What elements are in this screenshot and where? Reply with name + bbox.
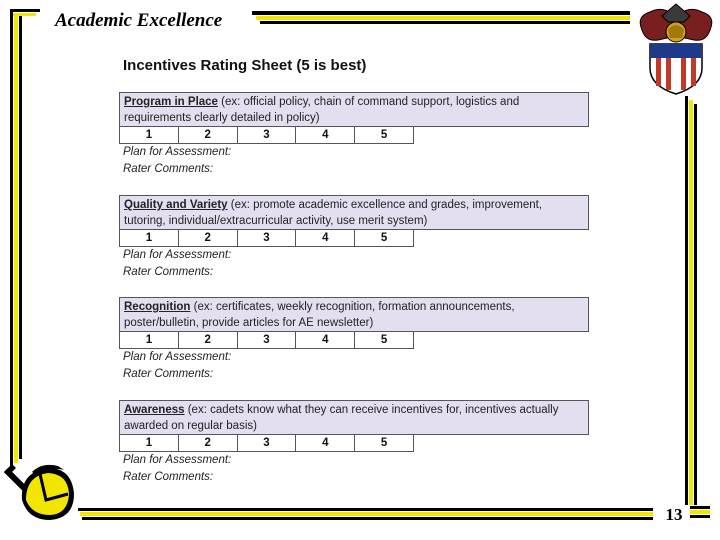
- rating-2[interactable]: 2: [179, 332, 238, 349]
- top-right-bar-black: [252, 11, 630, 15]
- rating-scale: [119, 127, 414, 144]
- section-text-line-2: poster/bulletin, provide articles for AE newsletter): [124, 317, 374, 329]
- section-text-line-2: requirements clearly detailed in policy): [124, 112, 320, 124]
- section-text-line-1: (ex: promote academic excellence and grades, improvement,: [227, 199, 543, 211]
- rating-2[interactable]: 2: [179, 127, 238, 144]
- army-helmet-logo-icon: [2, 460, 78, 524]
- section-label: Recognition: [124, 301, 191, 313]
- section-program-in-place: [119, 92, 589, 178]
- bottom-bar-black: [78, 508, 653, 511]
- section-text-line-2: awarded on regular basis): [124, 420, 257, 432]
- section-description: [119, 195, 589, 230]
- rating-5[interactable]: 5: [355, 127, 414, 144]
- section-text-line-1: (ex: cadets know what they can receive incentives for, incentives actually: [184, 404, 559, 416]
- rating-3[interactable]: 3: [238, 127, 297, 144]
- rating-4[interactable]: 4: [296, 230, 355, 247]
- section-awareness: [119, 400, 589, 486]
- rating-3[interactable]: 3: [238, 230, 297, 247]
- rater-comments-label: Rater Comments:: [123, 266, 214, 278]
- section-text-line-2: tutoring, individual/extracurricular activity, use merit system): [124, 215, 428, 227]
- rating-1[interactable]: 1: [120, 435, 179, 452]
- rating-3[interactable]: 3: [238, 435, 297, 452]
- rating-4[interactable]: 4: [296, 332, 355, 349]
- rating-5[interactable]: 5: [355, 435, 414, 452]
- bottom-right-bar-gold: [690, 510, 710, 514]
- rating-sheet-title: Incentives Rating Sheet (5 is best): [123, 57, 367, 74]
- rater-comments-label: Rater Comments:: [123, 471, 214, 483]
- bottom-bar-black-2: [82, 517, 653, 520]
- rating-1[interactable]: 1: [120, 230, 179, 247]
- rater-comments-label: Rater Comments:: [123, 368, 214, 380]
- left-vertical-bar-black-2: [19, 16, 22, 459]
- top-right-bar-black-2: [260, 21, 630, 24]
- rating-scale: [119, 332, 414, 349]
- right-vertical-bar-black: [685, 95, 688, 505]
- left-vertical-bar-gold: [14, 13, 18, 463]
- page-number: 13: [665, 505, 683, 524]
- rating-1[interactable]: 1: [120, 332, 179, 349]
- rating-4[interactable]: 4: [296, 127, 355, 144]
- bottom-right-bar-black: [690, 506, 710, 509]
- rating-3[interactable]: 3: [238, 332, 297, 349]
- top-right-bar-gold: [256, 16, 630, 20]
- section-text-line-1: (ex: official policy, chain of command support, logistics and: [217, 96, 520, 108]
- section-text-line-1: (ex: certificates, weekly recognition, formation announcements,: [190, 301, 515, 313]
- rating-4[interactable]: 4: [296, 435, 355, 452]
- rating-scale: [119, 435, 414, 452]
- section-label: Quality and Variety: [124, 199, 228, 211]
- plan-for-assessment-label: Plan for Assessment:: [123, 454, 232, 466]
- top-left-bar-black: [10, 9, 40, 12]
- bottom-right-bar-black-2: [690, 515, 710, 518]
- rating-scale: [119, 230, 414, 247]
- rating-5[interactable]: 5: [355, 230, 414, 247]
- crest-icon: [632, 2, 720, 96]
- plan-for-assessment-label: Plan for Assessment:: [123, 351, 232, 363]
- plan-for-assessment-label: Plan for Assessment:: [123, 146, 232, 158]
- section-recognition: [119, 297, 589, 383]
- rater-comments-label: Rater Comments:: [123, 163, 214, 175]
- section-description: [119, 400, 589, 435]
- section-label: Program in Place: [124, 96, 218, 108]
- section-quality-and-variety: [119, 195, 589, 281]
- slide-title: Academic Excellence: [55, 10, 223, 31]
- left-vertical-bar-black: [10, 9, 13, 467]
- rating-1[interactable]: 1: [120, 127, 179, 144]
- rating-2[interactable]: 2: [179, 230, 238, 247]
- bottom-bar-gold: [80, 512, 653, 516]
- section-description: [119, 297, 589, 332]
- section-label: Awareness: [124, 404, 185, 416]
- rating-5[interactable]: 5: [355, 332, 414, 349]
- right-vertical-bar-black-2: [694, 104, 697, 505]
- rating-2[interactable]: 2: [179, 435, 238, 452]
- section-description: [119, 92, 589, 127]
- right-vertical-bar-gold: [689, 100, 693, 505]
- plan-for-assessment-label: Plan for Assessment:: [123, 249, 232, 261]
